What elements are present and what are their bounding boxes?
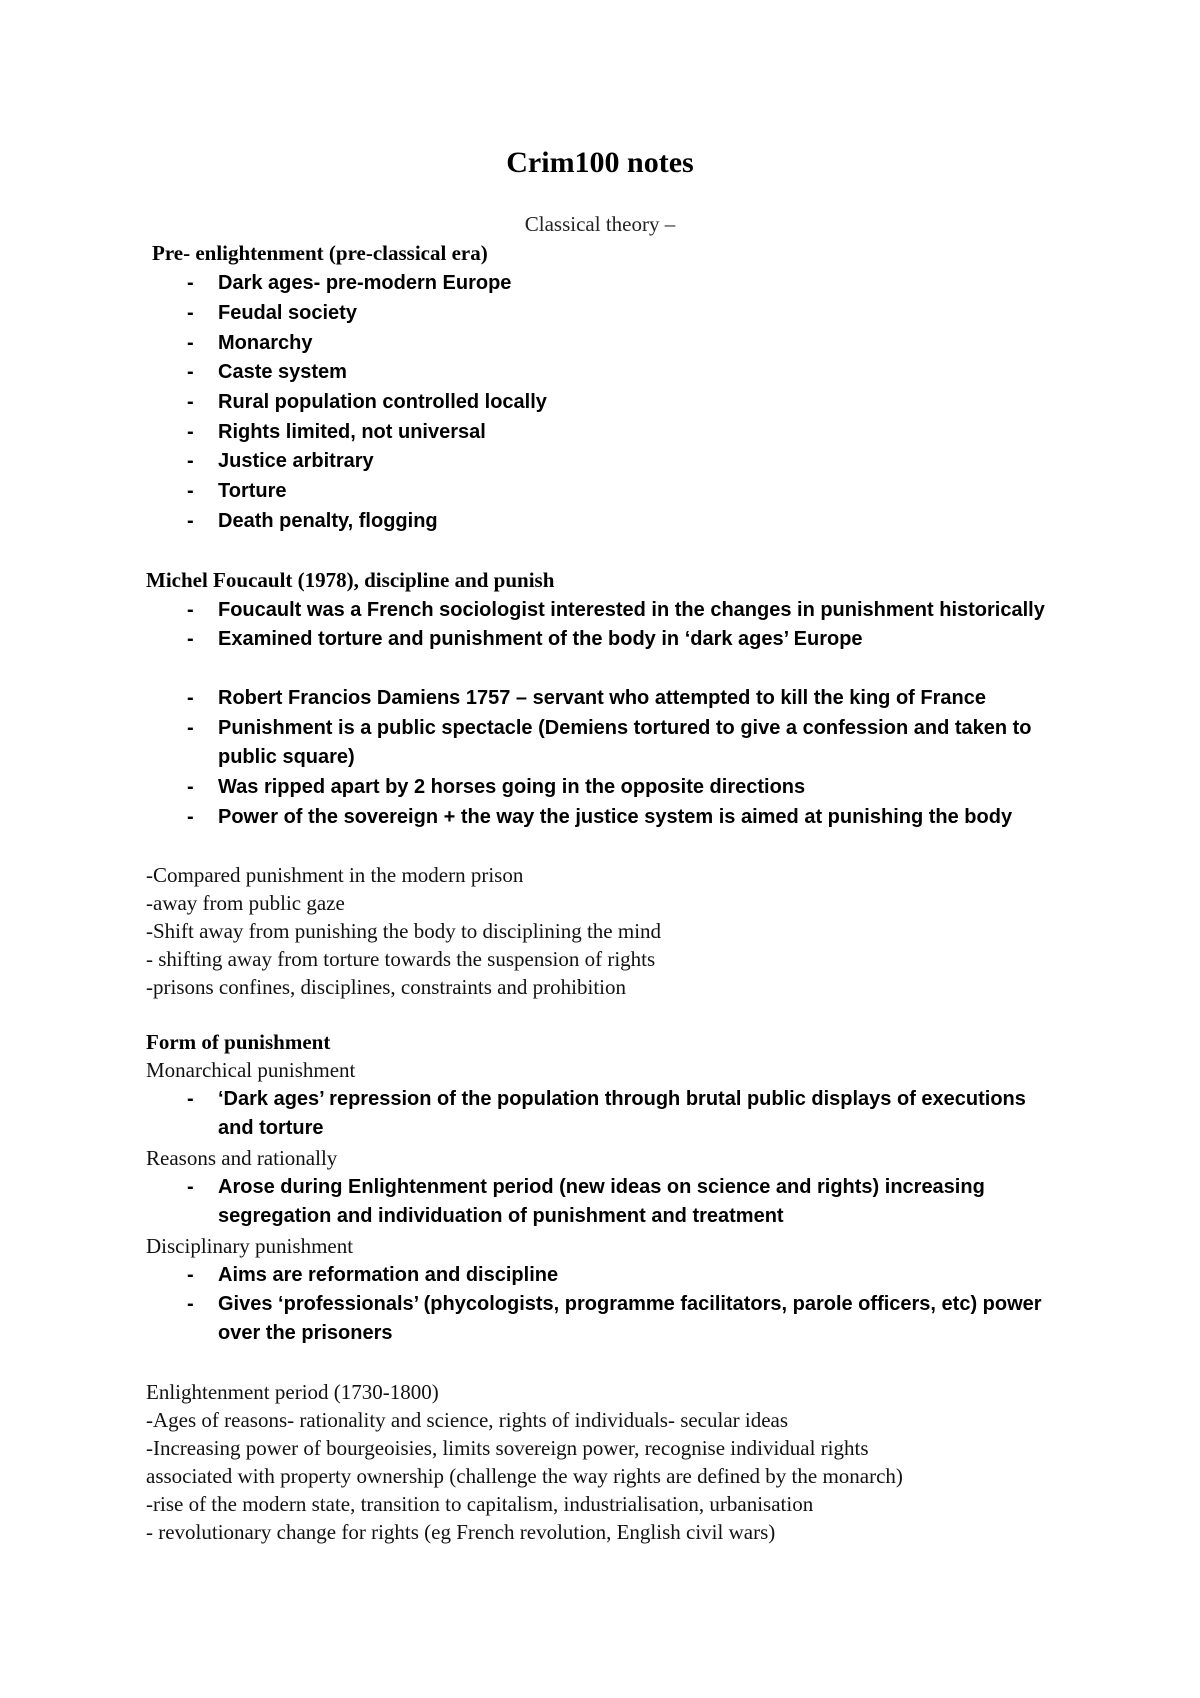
section-heading-form-of-punishment: Form of punishment (146, 1030, 331, 1054)
subheading-monarchical: Monarchical punishment (146, 1058, 356, 1082)
note-line: - revolutionary change for rights (eg French revolution, English civil wars) (146, 1520, 776, 1544)
note-line: -Compared punishment in the modern prison (146, 863, 524, 887)
note-line: - shifting away from torture towards the suspension of rights (146, 947, 656, 971)
note-line: -Ages of reasons- rationality and science, rights of individuals- secular ideas (146, 1408, 789, 1432)
note-line: associated with property ownership (challenge the way rights are defined by the monarch) (146, 1464, 903, 1488)
page-title: Crim100 notes (506, 146, 694, 179)
note-line: -rise of the modern state, transition to capitalism, industrialisation, urbanisation (146, 1492, 814, 1516)
document-page: Crim100 notes Classical theory – Pre- enlightenment (pre-classical era) - Dark ages- pre-modern Europe - Feudal society - Monarchy - Caste system - Rural population controlled locally - Rights limited, not universal - Justice arbitrary - Torture - Death penalty, flogging Michel Foucault (1978), discipline and punish - Foucault was a French sociologist interested in the changes in punishment historically - Examined torture and punishment of the body in ‘dark ages’ Europe - Robert Francios Damiens 1757 – servant who attempted to kill the king of France - Punishment is a public spectacle (Demiens tortured to give a confession and taken to public square) - Was ripped apart by 2 horses going in the opposite directions - Power of the sovereign + the way the justice system is aimed at punishing the body -Compared punishment in the modern prison -away from public gaze -Shift away from punishing the body to disciplining the mind - shifting away from torture towards the suspension of rights -prisons confines, disciplines, constraints and prohibition Form of punishment Monarchical punishment - ‘Dark ages’ repression of the population through brutal public displays of executions and torture Reasons and rationally - Arose during Enlightenment period (new ideas on science and rights) increasing segregation and individuation of punishment and treatment Disciplinary punishment - Aims are reformation and discipline - Gives ‘professionals’ (phycologists, programme facilitators, parole officers, etc) power over the prisoners Enlightenment period (1730-1800) -Ages of reasons- rationality and science, rights of individuals- secular ideas -Increasing power of bourgeoisies, limits sovereign power, recognise individual rights associated with property ownership (challenge the way rights are defined by the monarch) -rise of the modern state, transition to capitalism, industrialisation, urbanisation - revolutionary change for rights (eg French revolution, English civil wars) (0, 0, 1200, 1698)
note-line: -away from public gaze (146, 891, 345, 915)
note-line: -Increasing power of bourgeoisies, limits sovereign power, recognise individual rights (146, 1436, 869, 1460)
note-line: -prisons confines, disciplines, constraints and prohibition (146, 975, 627, 999)
subheading-reasons: Reasons and rationally (146, 1146, 338, 1170)
subtitle: Classical theory – (524, 212, 676, 236)
note-line: -Shift away from punishing the body to disciplining the mind (146, 919, 662, 943)
subheading-disciplinary: Disciplinary punishment (146, 1234, 354, 1258)
section-heading-pre-enlightenment: Pre- enlightenment (pre-classical era) (152, 241, 488, 265)
section-heading-foucault: Michel Foucault (1978), discipline and punish (146, 568, 555, 592)
section-heading-enlightenment: Enlightenment period (1730-1800) (146, 1380, 439, 1404)
